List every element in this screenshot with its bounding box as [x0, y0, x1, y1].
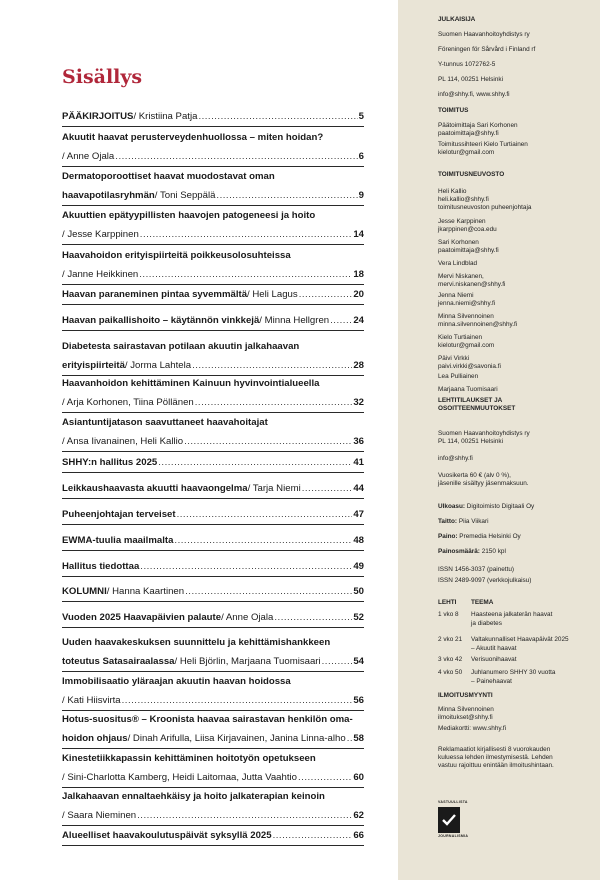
advertising-line: Minna Silvennoinen [438, 706, 494, 713]
schedule-theme: Haasteena jalkaterän haavat [471, 611, 553, 618]
schedule-issue: 1 vko 8 [438, 611, 459, 618]
toc-title: Leikkaushaavasta akuutti haavaongelma [62, 483, 248, 494]
toc-entry [62, 636, 364, 672]
subscriptions-line: jäsenille sisältyy jäsenmaksuun. [438, 480, 529, 487]
toc-entry [62, 713, 364, 749]
toc-leader-dots [330, 314, 352, 327]
toc-entry [62, 377, 364, 413]
toc-page-number: 47 [353, 509, 364, 520]
toc-line [62, 110, 364, 123]
layout-credit: Ulkoasu: Digitoimisto Digitaali Oy [438, 503, 535, 510]
board-member-line: Vera Lindblad [438, 260, 478, 267]
toc-leader-dots [198, 110, 357, 123]
print-run: Painosmäärä: 2150 kpl [438, 548, 506, 555]
toc-page-number: 28 [353, 360, 364, 371]
toc-entry [62, 508, 364, 525]
board-member-line: Marjaana Tuomisaari [438, 386, 498, 393]
toc-title: Hotus-suositus® – Kroonista haavaa sairastavan henkilön oma- [62, 714, 353, 725]
toc-line [62, 189, 364, 202]
board-member-line: minna.silvennoinen@shhy.fi [438, 321, 518, 328]
toc-leader-dots [274, 611, 352, 624]
toc-entry [62, 585, 364, 602]
toc-entry [62, 131, 364, 167]
board-member-line: paatoimittaja@shhy.fi [438, 247, 499, 254]
toc-title: SHHY:n hallitus 2025 [62, 457, 158, 468]
toc-line [62, 752, 364, 765]
toc-entry [62, 288, 364, 305]
toc-entry [62, 560, 364, 577]
toc-title: haavapotilasryhmän [62, 190, 155, 201]
toc-author: / Jesse Karppinen [62, 229, 139, 240]
toc-line [62, 829, 364, 842]
toc-line [62, 482, 364, 495]
toc-line [62, 396, 364, 409]
toc-leader-dots [184, 435, 352, 448]
toc-line [62, 508, 364, 521]
advertising-line: ilmoitukset@shhy.fi [438, 714, 493, 721]
toc-author: / Ansa Iivanainen, Heli Kallio [62, 436, 184, 447]
toc-title: hoidon ohjaus [62, 733, 128, 744]
toc-leader-dots [273, 829, 353, 842]
page-title: Sisällys [62, 66, 143, 88]
editorial-line: Päätoimittaja Sari Korhonen [438, 122, 518, 129]
toc-leader-dots [158, 456, 352, 469]
toc-title: Haavan paraneminen pintaa syvemmältä [62, 289, 248, 300]
toc-entry [62, 416, 364, 452]
publisher-line: Y-tunnus 1072762-5 [438, 61, 496, 68]
toc-entry [62, 314, 364, 331]
publisher-heading: JULKAISIJA [438, 16, 476, 23]
toc-leader-dots [322, 655, 353, 668]
publisher-line: Suomen Haavanhoitoyhdistys ry [438, 31, 530, 38]
toc-line [62, 534, 364, 547]
toc-line [62, 675, 364, 688]
schedule-theme: Valtakunnalliset Haavapäivät 2025 [471, 636, 569, 643]
toc-author: / Minna Hellgren [259, 315, 330, 326]
toc-page-number: 24 [353, 315, 364, 326]
toc-entry [62, 170, 364, 206]
toc-title: Haavanhoidon kehittäminen Kainuun hyvinvointialueella [62, 378, 320, 389]
reclamation-note: Reklamaatiot kirjallisesti 8 vuorokauden [438, 746, 551, 753]
advertising-line: Mediakortti: www.shhy.fi [438, 725, 507, 732]
publisher-line: PL 114, 00251 Helsinki [438, 76, 504, 83]
toc-line [62, 790, 364, 803]
toc-page-number: 9 [358, 190, 364, 201]
toc-author: / Saara Nieminen [62, 810, 137, 821]
toc-page-number: 60 [353, 772, 364, 783]
toc-author: / Kati Hiisvirta [62, 695, 121, 706]
toc-leader-dots [192, 359, 352, 372]
schedule-theme: – Painehaavat [471, 678, 512, 685]
toc-title: Akuuttien epätyypillisten haavojen patogeneesi ja hoito [62, 210, 316, 221]
reclamation-note: kuluessa lehden ilmestymisestä. Lehden [438, 754, 553, 761]
board-member-line: heli.kallio@shhy.fi [438, 196, 489, 203]
toc-line [62, 585, 364, 598]
subscriptions-line: info@shhy.fi [438, 455, 473, 462]
toc-entry [62, 752, 364, 788]
toc-title: Dermatoporoottiset haavat muodostavat oman [62, 171, 275, 182]
advertising-heading: ILMOITUSMYYNTI [438, 692, 493, 699]
toc-title: EWMA-tuulia maailmalta [62, 535, 174, 546]
toc-page-number: 32 [353, 397, 364, 408]
toc-page-number: 20 [353, 289, 364, 300]
toc-line [62, 713, 364, 726]
board-member-line: jkarppinen@coa.edu [438, 226, 497, 233]
toc-leader-dots [174, 534, 352, 547]
toc-line [62, 314, 364, 327]
toc-entry [62, 482, 364, 499]
board-heading: TOIMITUSNEUVOSTO [438, 171, 505, 178]
toc-author: / Heli Björlin, Marjaana Tuomisaari [174, 656, 321, 667]
toc-author: / Tarja Niemi [247, 483, 301, 494]
toc-page-number: 41 [353, 457, 364, 468]
toc-line [62, 611, 364, 624]
toc-line [62, 435, 364, 448]
toc-author: / Anne Ojala [62, 151, 115, 162]
toc-leader-dots [185, 585, 352, 598]
toc-title: PÄÄKIRJOITUS [62, 111, 134, 122]
toc-entry [62, 790, 364, 826]
toc-title: Immobilisaatio yläraajan akuutin haavan hoidossa [62, 676, 291, 687]
toc-entry [62, 110, 364, 127]
toc-entry [62, 249, 364, 285]
subscriptions-line: Suomen Haavanhoitoyhdistys ry [438, 430, 530, 437]
toc-author: / Sini-Charlotta Kamberg, Heidi Laitomaa, Jutta Vaahtio [62, 772, 297, 783]
toc-line [62, 809, 364, 822]
issn-print: ISSN 1456-3037 (painettu) [438, 566, 515, 573]
toc-line [62, 694, 364, 707]
responsible-journalism-logo: VASTUULLISTA JOURNALISMIA [438, 800, 469, 838]
schedule-header-theme: TEEMA [471, 599, 494, 606]
toc-page-number: 14 [353, 229, 364, 240]
reclamation-note: vastuu rajoittuu enintään ilmoitushintaan. [438, 762, 554, 769]
toc-entry [62, 611, 364, 628]
schedule-theme: – Akuutit haavat [471, 645, 517, 652]
toc-leader-dots [137, 809, 352, 822]
toc-page-number: 54 [353, 656, 364, 667]
toc-title: Uuden haavakeskuksen suunnittelu ja kehittämishankkeen [62, 637, 331, 648]
toc-title: Puheenjohtajan terveiset [62, 509, 176, 520]
toc-title: Hallitus tiedottaa [62, 561, 140, 572]
toc-line [62, 249, 364, 262]
toc-page-number: 5 [358, 111, 364, 122]
board-member-line: Lea Pulliainen [438, 373, 479, 380]
toc-title: Haavahoidon erityispiirteitä poikkeusolosuhteissa [62, 250, 291, 261]
subscriptions-line: PL 114, 00251 Helsinki [438, 438, 504, 445]
toc-line [62, 771, 364, 784]
subscriptions-heading: OSOITTEENMUUTOKSET [438, 405, 516, 412]
board-member-line: paivi.virkki@savonia.fi [438, 363, 501, 370]
toc-line [62, 228, 364, 241]
typesetting-credit: Taitto: Piia Viikari [438, 518, 489, 525]
toc-author: / Heli Lagus [247, 289, 298, 300]
toc-page-number: 58 [353, 733, 364, 744]
toc-leader-dots [139, 268, 352, 281]
schedule-issue: 2 vko 21 [438, 636, 463, 643]
toc-entry [62, 340, 364, 376]
masthead-sidebar [398, 0, 600, 880]
toc-title: Kinestetiikkapassin kehittäminen hoitotyön opetukseen [62, 753, 316, 764]
toc-line [62, 209, 364, 222]
toc-page-number: 62 [353, 810, 364, 821]
toc-entry [62, 209, 364, 245]
toc-page-number: 18 [353, 269, 364, 280]
board-member-line: Mervi Niskanen, [438, 273, 484, 280]
toc-page-number: 48 [353, 535, 364, 546]
toc-leader-dots [347, 732, 353, 745]
toc-title: Haavan paikallishoito – käytännön vinkkejä [62, 315, 260, 326]
toc-leader-dots [302, 482, 353, 495]
board-member-line: Jenna Niemi [438, 292, 474, 299]
editorial-line: paatoimittaja@shhy.fi [438, 130, 499, 137]
schedule-issue: 4 vko 50 [438, 669, 463, 676]
toc-title: Asiantuntijatason saavuttaneet haavahoitajat [62, 417, 268, 428]
editorial-heading: TOIMITUS [438, 107, 469, 114]
board-member-line: Sari Korhonen [438, 239, 479, 246]
board-member-line: toimitusneuvoston puheenjohtaja [438, 204, 532, 211]
board-member-line: Heli Kallio [438, 188, 467, 195]
checkmark-icon [438, 807, 460, 833]
toc-line [62, 359, 364, 372]
toc-line [62, 288, 364, 301]
toc-entry [62, 675, 364, 711]
toc-page-number: 66 [353, 830, 364, 841]
toc-author: / Janne Heikkinen [62, 269, 139, 280]
toc-author: / Hanna Kaartinen [106, 586, 185, 597]
subscriptions-line: Vuosikerta 60 € (alv 0 %), [438, 472, 511, 479]
editorial-line: Toimitussihteeri Kielo Turtiainen [438, 141, 528, 148]
issn-online: ISSN 2489-9097 (verkkojulkaisu) [438, 577, 532, 584]
schedule-header-issue: LEHTI [438, 599, 457, 606]
toc-author: / Jorma Lahtela [124, 360, 192, 371]
editorial-line: kielotur@gmail.com [438, 149, 495, 156]
toc-author: / Anne Ojala [221, 612, 274, 623]
toc-title: toteutus Satasairaalassa [62, 656, 175, 667]
toc-page-number: 50 [353, 586, 364, 597]
toc-page-number: 49 [353, 561, 364, 572]
toc-leader-dots [299, 288, 353, 301]
board-member-line: Päivi Virkki [438, 355, 470, 362]
toc-page-number: 36 [353, 436, 364, 447]
toc-line [62, 416, 364, 429]
schedule-theme: ja diabetes [471, 620, 502, 627]
toc-entry [62, 534, 364, 551]
toc-entry [62, 456, 364, 473]
toc-line [62, 377, 364, 390]
toc-title: KOLUMNI [62, 586, 107, 597]
toc-leader-dots [298, 771, 352, 784]
toc-line [62, 268, 364, 281]
toc-line [62, 150, 364, 163]
toc-author: / Kristiina Patja [133, 111, 198, 122]
board-member-line: kielotur@gmail.com [438, 342, 495, 349]
toc-line [62, 560, 364, 573]
publisher-line: info@shhy.fi, www.shhy.fi [438, 91, 510, 98]
toc-author: / Arja Korhonen, Tiina Pöllänen [62, 397, 194, 408]
board-member-line: Kielo Turtiainen [438, 334, 483, 341]
board-member-line: jenna.niemi@shhy.fi [438, 300, 496, 307]
toc-title: erityispiirteitä [62, 360, 125, 371]
toc-leader-dots [122, 694, 353, 707]
toc-entry [62, 829, 364, 846]
toc-leader-dots [195, 396, 353, 409]
toc-leader-dots [140, 228, 353, 241]
toc-line [62, 732, 364, 745]
toc-line [62, 456, 364, 469]
toc-leader-dots [216, 189, 357, 202]
toc-author: / Dinah Arifulla, Liisa Kirjavainen, Janina Linna-alho [127, 733, 346, 744]
toc-line [62, 170, 364, 183]
toc-line [62, 340, 364, 353]
toc-title: Vuoden 2025 Haavapäivien palaute [62, 612, 222, 623]
subscriptions-heading: LEHTITILAUKSET JA [438, 397, 503, 404]
board-member-line: mervi.niskanen@shhy.fi [438, 281, 506, 288]
board-member-line: Jesse Karppinen [438, 218, 486, 225]
board-member-line: Minna Silvennoinen [438, 313, 494, 320]
toc-line [62, 636, 364, 649]
toc-leader-dots [177, 508, 353, 521]
toc-line [62, 655, 364, 668]
toc-line [62, 131, 364, 144]
toc-page-number: 52 [353, 612, 364, 623]
toc-title: Alueelliset haavakoulutuspäivät syksyllä 2025 [62, 830, 272, 841]
toc-title: Akuutit haavat perusterveydenhuollossa – miten hoidan? [62, 132, 324, 143]
schedule-theme: Juhlanumero SHHY 30 vuotta [471, 669, 556, 676]
toc-title: Diabetesta sairastavan potilaan akuutin jalkahaavan [62, 341, 300, 352]
schedule-issue: 3 vko 42 [438, 656, 463, 663]
toc-title: Jalkahaavan ennaltaehkäisy ja hoito jalkaterapian keinoin [62, 791, 325, 802]
toc-page-number: 56 [353, 695, 364, 706]
toc-leader-dots [115, 150, 357, 163]
publisher-line: Föreningen för Sårvård i Finland rf [438, 46, 536, 53]
toc-page-number: 6 [358, 151, 364, 162]
print-credit: Paino: Premedia Helsinki Oy [438, 533, 521, 540]
toc-author: / Toni Seppälä [154, 190, 216, 201]
toc-page-number: 44 [353, 483, 364, 494]
schedule-theme: Verisuonihaavat [471, 656, 517, 663]
toc-leader-dots [140, 560, 352, 573]
